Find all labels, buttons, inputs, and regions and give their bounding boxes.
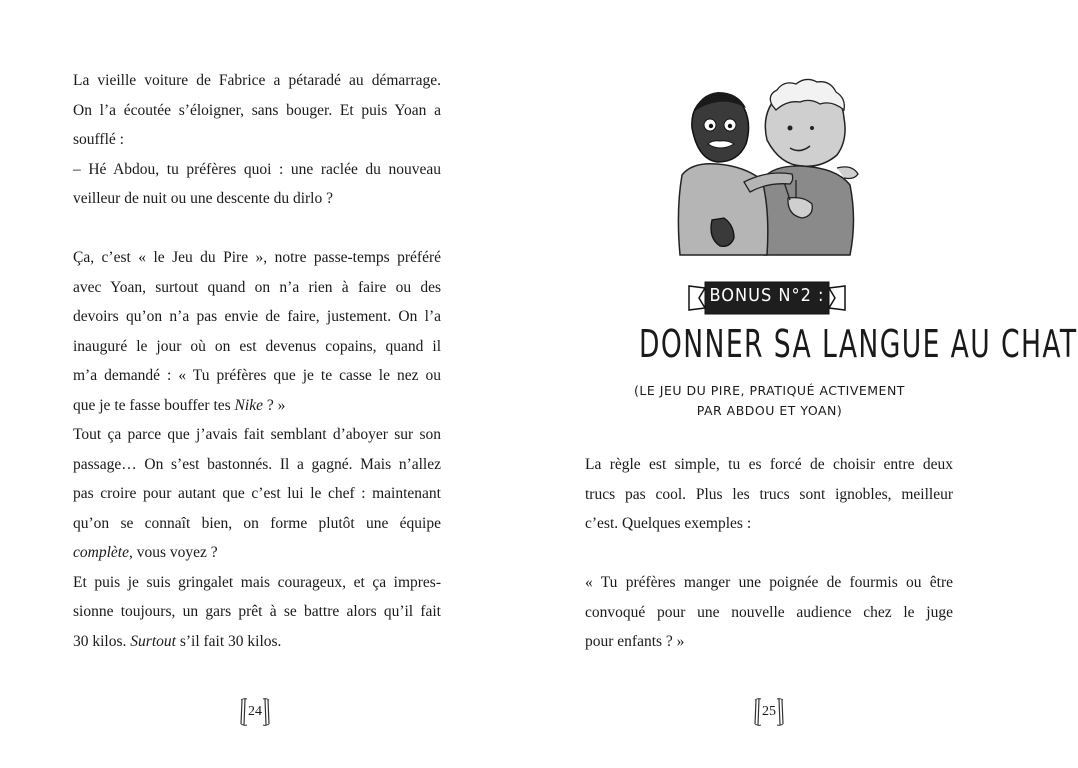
text-line: On l’a écoutée s’éloigner, sans bouger. Et puis Yoan a: [73, 101, 441, 119]
page-number-frame: [752, 697, 786, 727]
text-line: Et puis je suis gringalet mais courageux, et ça impres-: [73, 573, 441, 591]
text-span: s’il fait 30 kilos.: [175, 632, 282, 650]
text-line: [73, 627, 441, 657]
abdou-yoan-illustration: [672, 70, 872, 260]
text-line: devoirs qu’on n’a pas envie de faire, justement. On l’a: [73, 308, 441, 325]
text-line: – Hé Abdou, tu préfères quoi : une raclée du nouveau: [73, 160, 441, 178]
text-line: Tout ça parce que j’avais fait semblant d’aboyer sur son: [73, 426, 441, 443]
italic-text: Nike: [234, 396, 263, 414]
text-line: veilleur de nuit ou une descente du dirlo ?: [73, 190, 333, 207]
chapter-title: DONNER SA LANGUE AU CHAT: [639, 322, 1078, 366]
text-line: sionne toujours, un gars prêt à se battre alors qu’il fait: [73, 603, 441, 620]
text-line: passage… On s’est bastonnés. Il a gagné. Mais n’allez: [73, 455, 441, 473]
text-span: , vous voyez ?: [128, 544, 218, 561]
left-page-text: [73, 66, 441, 656]
chapter-subtitle: [592, 381, 947, 421]
bonus-banner: [687, 276, 847, 320]
subtitle-line: (LE JEU DU PIRE, PRATIQUÉ ACTIVEMENT: [634, 383, 905, 398]
page-number: 25: [762, 704, 776, 719]
text-line: soufflé :: [73, 131, 124, 148]
page-number-frame: [238, 697, 272, 727]
text-line: La vieille voiture de Fabrice a pétaradé au démarrage.: [73, 72, 441, 89]
text-line: [73, 391, 441, 421]
text-line: trucs pas cool. Plus les trucs sont ignobles, meilleur: [585, 485, 953, 503]
text-span: que je te fasse bouffer tes: [73, 396, 235, 414]
text-line: m’a demandé : « Tu préfères que je te casse le nez ou: [73, 367, 441, 384]
text-line: qu’on se connaît bien, on forme plutôt une équipe: [73, 514, 441, 532]
text-line: « Tu préfères manger une poignée de fourmis ou être: [585, 574, 953, 591]
text-line: La règle est simple, tu es forcé de choisir entre deux: [585, 456, 953, 473]
italic-text: complète: [73, 544, 129, 561]
text-line: pour enfants ? »: [585, 633, 685, 650]
text-span: ? »: [262, 396, 286, 414]
text-span: 30 kilos.: [73, 632, 131, 650]
text-line: inauguré le jour où on est devenus copains, quand il: [73, 337, 441, 355]
right-page: [512, 0, 1078, 768]
text-line: Ça, c’est « le Jeu du Pire », notre passe-temps préféré: [73, 249, 441, 266]
subtitle-line: PAR ABDOU ET YOAN): [696, 403, 843, 418]
page-number: 24: [248, 704, 262, 719]
bonus-label: BONUS N°2 :: [709, 285, 825, 306]
left-page: [0, 0, 512, 768]
text-line: [73, 538, 441, 568]
text-line: avec Yoan, surtout quand on n’a rien à faire ou des: [73, 278, 441, 296]
right-page-text: [585, 450, 953, 657]
text-line: pas croire pour autant que c’est lui le chef : maintenant: [73, 485, 441, 502]
characters-drawing-icon: [672, 70, 872, 260]
italic-text: Surtout: [130, 632, 176, 650]
text-line: c’est. Quelques exemples :: [585, 515, 752, 532]
text-line: convoqué pour une nouvelle audience chez le juge: [585, 603, 953, 621]
